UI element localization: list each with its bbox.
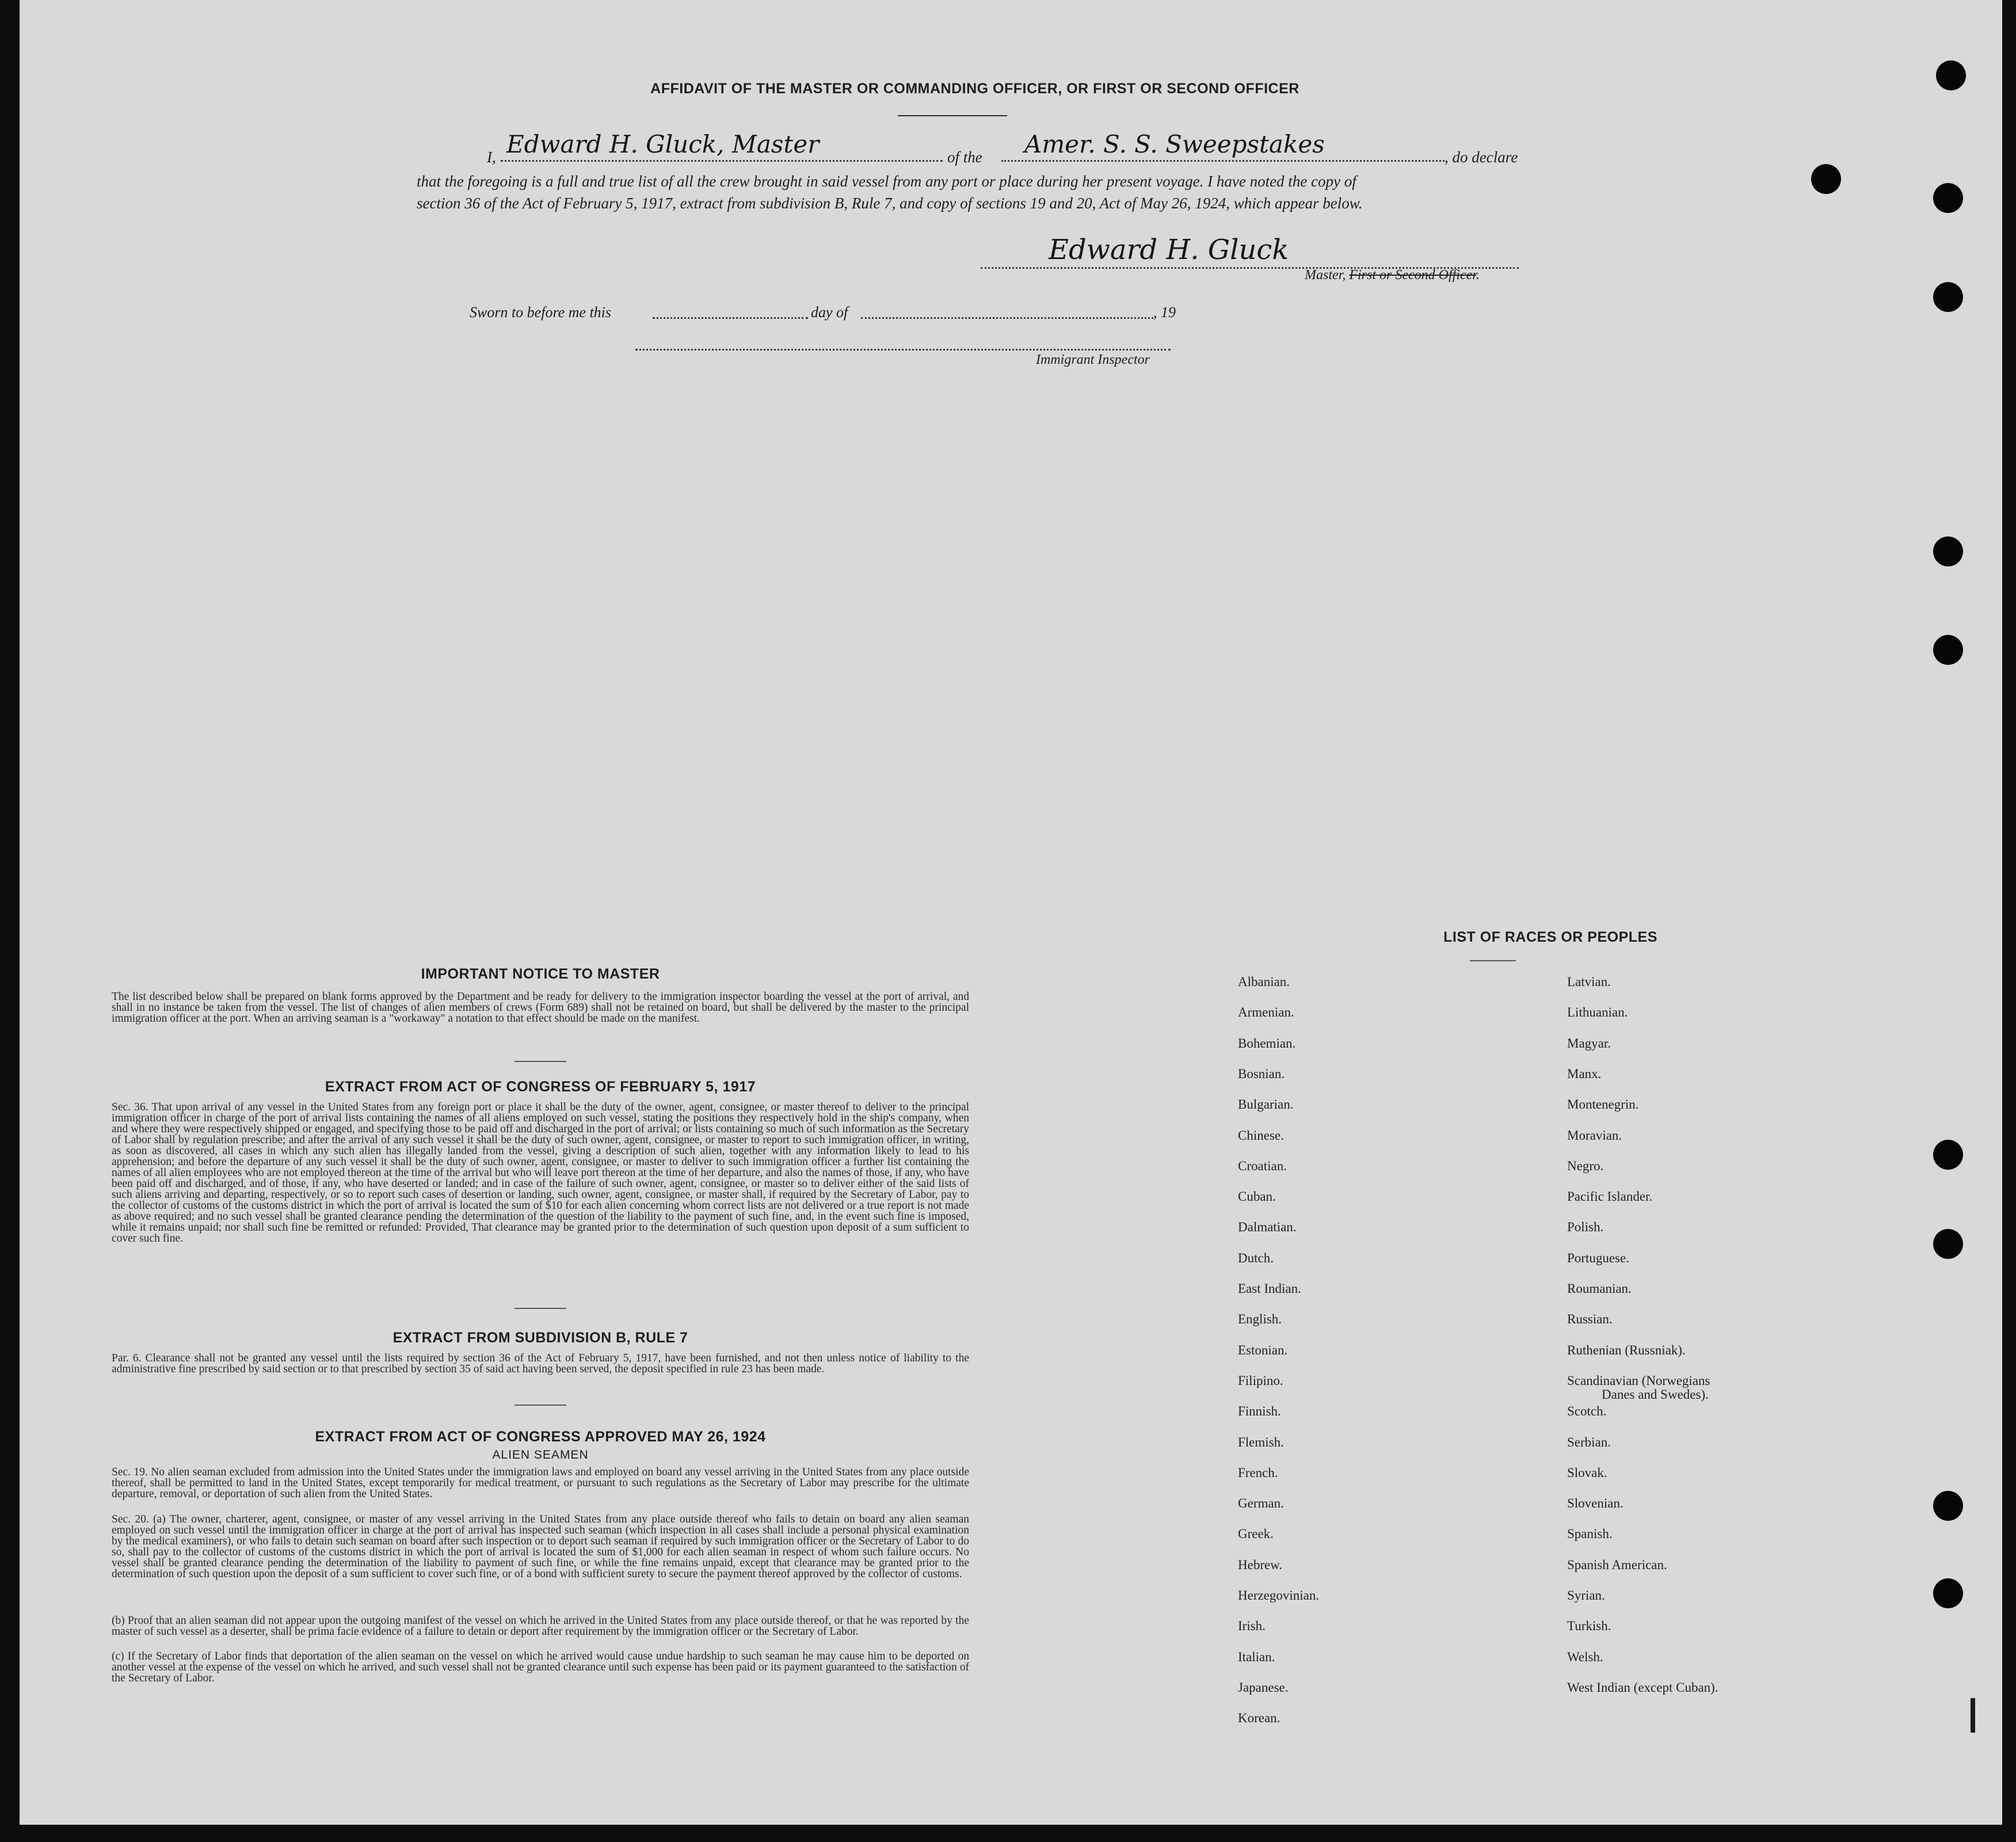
name-field[interactable] bbox=[501, 130, 943, 162]
race-item: Korean. bbox=[1238, 1711, 1281, 1726]
section-20a-text: Sec. 20. (a) The owner, charterer, agent, consignee, or master of any vessel arriving in the United States from any place outside thereof who fails to detain on board any alien seaman employed on such vessel until the immigration officer in charge at the port of arrival has inspected such seaman (which inspection in all cases shall include a personal physical examination by the medical examiners), or who fails to detain such seaman on board after such inspection or to deport such seaman if required by such immigration officer or the Secretary of Labor to do so, shall pay to the collector of customs of the customs district in which the port of arrival is located the sum of $1,000 for each alien seaman in respect of whom such failure occurs. No vessel shall be granted clearance pending the determination of the liability to payment of such fine, or while the fine remains unpaid, except that clearance may be granted prior to the determination of such question upon the deposit of a sum sufficient to cover such fine, or of a bond with sufficient surety to secure the payment thereof approved by the collector of customs. bbox=[112, 1513, 969, 1580]
extract-rule7-title: EXTRACT FROM SUBDIVISION B, RULE 7 bbox=[392, 1330, 688, 1346]
race-item: Pacific Islander. bbox=[1567, 1189, 1653, 1204]
race-item: Negro. bbox=[1567, 1158, 1604, 1173]
punch-hole bbox=[1933, 536, 1963, 566]
year-label: , 19 bbox=[1153, 304, 1176, 321]
day-of-label: day of bbox=[811, 304, 848, 321]
race-item: Hebrew. bbox=[1238, 1557, 1283, 1572]
punch-hole bbox=[1933, 1140, 1963, 1170]
race-item: Magyar. bbox=[1567, 1036, 1611, 1051]
title-rule bbox=[898, 115, 1007, 116]
notice-title: IMPORTANT NOTICE TO MASTER bbox=[421, 966, 660, 982]
race-item: English. bbox=[1238, 1312, 1282, 1327]
race-item: Armenian. bbox=[1238, 1005, 1294, 1020]
race-item: Albanian. bbox=[1238, 975, 1290, 989]
race-item: Bohemian. bbox=[1238, 1036, 1296, 1051]
master-title-label: Master, First or Second Officer. bbox=[1305, 268, 1480, 283]
section-divider bbox=[515, 1405, 566, 1406]
race-item: Chinese. bbox=[1238, 1128, 1284, 1143]
section-divider bbox=[515, 1061, 566, 1062]
sworn-month-field[interactable] bbox=[861, 302, 1153, 319]
do-declare-label: , do declare bbox=[1445, 149, 1518, 166]
edge-mark bbox=[1971, 1698, 1975, 1733]
race-item: Spanish American. bbox=[1567, 1557, 1667, 1572]
race-item: East Indian. bbox=[1238, 1281, 1301, 1296]
race-item: Filipino. bbox=[1238, 1373, 1283, 1388]
race-item: Estonian. bbox=[1238, 1342, 1288, 1357]
struck-officer-label: First or Second Officer bbox=[1349, 268, 1476, 283]
race-item: Croatian. bbox=[1238, 1158, 1287, 1173]
section-20b-text: (b) Proof that an alien seaman did not appear upon the outgoing manifest of the vessel on which he arrived in the United States from any place outside thereof, or that he was reported by the master of such vessel as a deserter, shall be prima facie evidence of a failure to detain or deport after requirement by the immigration officer or the Secretary of Labor. bbox=[112, 1615, 969, 1638]
punch-hole bbox=[1933, 1229, 1963, 1259]
race-item: Moravian. bbox=[1567, 1128, 1622, 1143]
race-item: Finnish. bbox=[1238, 1404, 1281, 1419]
punch-hole bbox=[1933, 1491, 1963, 1521]
race-item: Italian. bbox=[1238, 1649, 1275, 1664]
race-item: Scandinavian (Norwegians bbox=[1567, 1373, 1710, 1388]
race-item: Portuguese. bbox=[1567, 1250, 1629, 1265]
name-handwritten: Edward H. Gluck, Master bbox=[506, 130, 820, 158]
race-item: Irish. bbox=[1238, 1619, 1266, 1634]
sworn-day-field[interactable] bbox=[653, 302, 808, 319]
race-item: Welsh. bbox=[1567, 1649, 1603, 1664]
race-item: Syrian. bbox=[1567, 1588, 1605, 1603]
of-the-label: of the bbox=[947, 149, 982, 166]
declaration-line-3: section 36 of the Act of February 5, 1917, extract from subdivision B, Rule 7, and copy of sections 19 and 20, Act of May 26, 1924, which appear below. bbox=[417, 195, 1363, 212]
extract-1924-title: EXTRACT FROM ACT OF CONGRESS APPROVED MAY 26, 1924 bbox=[315, 1429, 766, 1445]
races-divider bbox=[1470, 960, 1516, 961]
section-divider bbox=[515, 1308, 566, 1309]
document-page bbox=[20, 0, 2002, 1825]
race-item: Roumanian. bbox=[1567, 1281, 1632, 1296]
race-item: Herzegovinian. bbox=[1238, 1588, 1320, 1603]
race-item: French. bbox=[1238, 1465, 1278, 1480]
race-item: Polish. bbox=[1567, 1220, 1604, 1235]
signature-handwritten: Edward H. Gluck bbox=[1049, 234, 1289, 266]
punch-hole bbox=[1933, 282, 1963, 312]
race-item: Latvian. bbox=[1567, 975, 1611, 989]
notice-body: The list described below shall be prepared on blank forms approved by the Department and be ready for delivery to the immigration inspector boarding the vessel at the port of arrival, and shall in no instance be taken from the vessel. The list of changes of alien members of crews (Form 689) shall not be retained on board, but shall be delivered by the master to the principal immigration officer at the port. When an arriving seaman is a "workaway" a notation to that effect should be made on the manifest. bbox=[112, 991, 969, 1025]
race-item: Danes and Swedes). bbox=[1602, 1387, 1709, 1402]
race-item: Montenegrin. bbox=[1567, 1097, 1639, 1112]
section-20c-text: (c) If the Secretary of Labor finds that deportation of the alien seaman on the vessel on which he arrived would cause undue hardship to such seaman he may cause him to be deported on another vessel at the expense of the vessel on which he arrived, and such vessel shall not be granted clearance until such expense has been paid or its payment guaranteed to the satisfaction of the Secretary of Labor. bbox=[112, 1650, 969, 1684]
race-item: German. bbox=[1238, 1496, 1284, 1511]
race-item: Flemish. bbox=[1238, 1434, 1284, 1449]
race-item: Spanish. bbox=[1567, 1527, 1613, 1542]
race-item: Greek. bbox=[1238, 1527, 1274, 1542]
race-item: Russian. bbox=[1567, 1312, 1613, 1327]
race-item: Lithuanian. bbox=[1567, 1005, 1628, 1020]
race-item: Slovak. bbox=[1567, 1465, 1607, 1480]
punch-hole bbox=[1811, 164, 1841, 194]
race-item: Bulgarian. bbox=[1238, 1097, 1294, 1112]
i-label: I, bbox=[487, 149, 496, 166]
punch-hole bbox=[1933, 183, 1963, 213]
race-item: Turkish. bbox=[1567, 1619, 1611, 1634]
race-item: Ruthenian (Russniak). bbox=[1567, 1342, 1686, 1357]
vessel-field[interactable] bbox=[1001, 130, 1445, 162]
affidavit-title: AFFIDAVIT OF THE MASTER OR COMMANDING OFFICER, OR FIRST OR SECOND OFFICER bbox=[650, 81, 1299, 97]
declaration-line-2: that the foregoing is a full and true list of all the crew brought in said vessel from any port or place during her present voyage. I have noted the copy of bbox=[417, 173, 1356, 190]
extract-1917-body: Sec. 36. That upon arrival of any vessel in the United States from any foreign port or place it shall be the duty of the owner, agent, consignee, or master thereof to deliver to the principal immigration officer in charge of the port of arrival lists containing the names of all aliens employed on such vessel, stating the positions they respectively hold in the ship's company, when and where they were respectively shipped or engaged, and specifying those to be paid off and discharged in the port of arrival; or lists containing so much of such information as the Secretary of Labor shall by regulation prescribe; and after the arrival of any such vessel it shall be the duty of such owner, agent, consignee, or master to report to such immigration officer, in writing, as soon as discovered, all cases in which any such alien has illegally landed from the vessel, giving a description of such alien, together with any information likely to lead to his apprehension; and before the departure of any such vessel it shall be the duty of such owner, agent, consignee, or master to deliver to such immigration officer a further list containing the names of all alien employees who are not employed thereon at the time of the arrival but who will leave port thereon at the time of her departure, and also the names of those, if any, who have been paid off and discharged, and of those, if any, who have deserted or landed; and in case of the failure of such owner, agent, consignee, or master so to deliver either of the said lists of such aliens arriving and departing, respectively, or so to report such cases of desertion or landing, such owner, agent, consignee, or master shall, if required by the Secretary of Labor, pay to the collector of customs of the customs district in which the port of arrival is located the sum of $10 for each alien concerning whom correct lists are not delivered or a true report is not made as above required; and no such vessel shall be granted clearance pending the determination of the question of the liability to the payment of such fine, and, in the event such fine is imposed, while it remains unpaid; nor shall such fine be remitted or refunded: Provided, That clearance may be granted prior to the determination of such question upon deposit of a sum sufficient to cover such fine. bbox=[112, 1101, 969, 1245]
race-item: Cuban. bbox=[1238, 1189, 1276, 1204]
extract-1924-subtitle: ALIEN SEAMEN bbox=[492, 1448, 589, 1462]
inspector-label: Immigrant Inspector bbox=[1036, 352, 1150, 367]
punch-hole bbox=[1933, 635, 1963, 665]
race-item: Scotch. bbox=[1567, 1404, 1607, 1419]
punch-hole bbox=[1936, 60, 1966, 90]
vessel-handwritten: Amer. S. S. Sweepstakes bbox=[1024, 130, 1325, 158]
sworn-label: Sworn to before me this bbox=[470, 304, 612, 321]
inspector-signature-field[interactable] bbox=[635, 337, 1171, 351]
race-item: Bosnian. bbox=[1238, 1066, 1285, 1081]
race-item: Serbian. bbox=[1567, 1434, 1611, 1449]
extract-1917-title: EXTRACT FROM ACT OF CONGRESS OF FEBRUARY 5, 1917 bbox=[325, 1079, 756, 1095]
punch-hole bbox=[1933, 1578, 1963, 1608]
section-19-text: Sec. 19. No alien seaman excluded from admission into the United States under the immigration laws and employed on board any vessel arriving in the United States from any place outside thereof, shall be permitted to land in the United States, except temporarily for medical treatment, or pursuant to such regulations as the Secretary of Labor may prescribe for the ultimate departure, removal, or deportation of such alien from the United States. bbox=[112, 1466, 969, 1500]
master-label: Master, bbox=[1305, 268, 1346, 283]
signature-field[interactable] bbox=[981, 236, 1519, 269]
race-item: Japanese. bbox=[1238, 1680, 1289, 1695]
race-item: Dalmatian. bbox=[1238, 1220, 1297, 1235]
races-title: LIST OF RACES OR PEOPLES bbox=[1443, 929, 1657, 945]
race-item: Dutch. bbox=[1238, 1250, 1274, 1265]
race-item: Slovenian. bbox=[1567, 1496, 1624, 1511]
extract-rule7-body: Par. 6. Clearance shall not be granted any vessel until the lists required by section 36 of the Act of February 5, 1917, have been furnished, and not then unless notice of liability to the administrative fine prescribed by said section or to that prescribed by section 35 of said act having been served, the deposit specified in rule 23 has been made. bbox=[112, 1352, 969, 1375]
race-item: Manx. bbox=[1567, 1066, 1602, 1081]
race-item: West Indian (except Cuban). bbox=[1567, 1680, 1718, 1695]
